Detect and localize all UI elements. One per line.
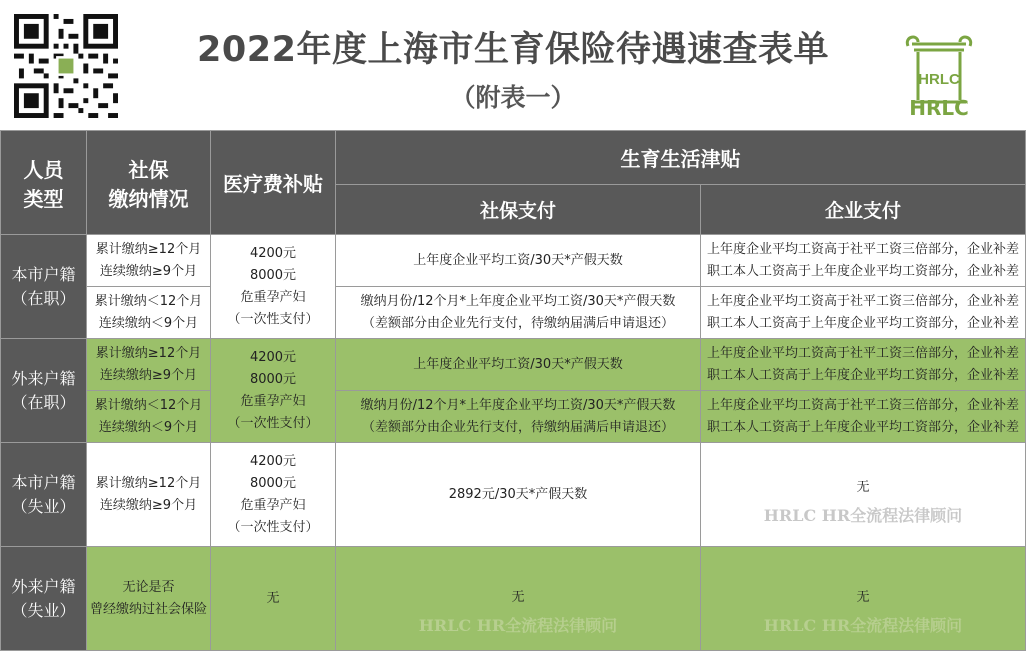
header-row-1 bbox=[1, 131, 1026, 185]
social-condition-cell: 累计缴纳≥12个月 连续缴纳≥9个月 bbox=[87, 235, 211, 287]
header-si-payment: 社保支付 bbox=[336, 185, 701, 235]
si-payment-value: 无 bbox=[511, 589, 525, 605]
table-row bbox=[1, 443, 1026, 547]
corp-payment-cell: 上年度企业平均工资高于社平工资三倍部分，企业补差 职工本人工资高于上年度企业平均工资部分，企业补差 bbox=[701, 339, 1026, 391]
header-maternity-allowance: 生育生活津贴 bbox=[336, 131, 1026, 185]
social-condition-cell: 累计缴纳≥12个月 连续缴纳≥9个月 bbox=[87, 443, 211, 547]
si-payment-cell: 上年度企业平均工资/30天*产假天数 bbox=[336, 235, 701, 287]
table-row bbox=[1, 339, 1026, 391]
medical-subsidy-cell: 无 bbox=[211, 547, 336, 651]
medical-subsidy-cell: 4200元 8000元 危重孕产妇 （一次性支付） bbox=[211, 235, 336, 339]
si-payment-cell bbox=[336, 547, 701, 651]
page-subtitle: （附表一） bbox=[450, 83, 576, 112]
social-condition-cell: 无论是否 曾经缴纳过社会保险 bbox=[87, 547, 211, 651]
table-row bbox=[1, 287, 1026, 339]
si-payment-cell: 上年度企业平均工资/30天*产假天数 bbox=[336, 339, 701, 391]
person-type-cell: 本市户籍 （在职） bbox=[1, 235, 87, 339]
social-condition-cell: 累计缴纳≥12个月 连续缴纳≥9个月 bbox=[87, 339, 211, 391]
person-type-cell: 外来户籍 （在职） bbox=[1, 339, 87, 443]
benefit-table bbox=[0, 130, 1026, 651]
header-person-type: 人员 类型 bbox=[1, 131, 87, 235]
person-type-cell: 本市户籍 （失业） bbox=[1, 443, 87, 547]
page-title: 2022年度上海市生育保险待遇速查表单 bbox=[197, 30, 829, 70]
si-payment-cell: 缴纳月份/12个月*上年度企业平均工资/30天*产假天数 （差额部分由企业先行支付，待缴纳届满后申请退还） bbox=[336, 391, 701, 443]
social-condition-cell: 累计缴纳＜12个月 连续缴纳＜9个月 bbox=[87, 287, 211, 339]
social-condition-cell: 累计缴纳＜12个月 连续缴纳＜9个月 bbox=[87, 391, 211, 443]
table-row bbox=[1, 235, 1026, 287]
corp-payment-cell: 上年度企业平均工资高于社平工资三倍部分，企业补差 职工本人工资高于上年度企业平均工资部分，企业补差 bbox=[701, 391, 1026, 443]
medical-subsidy-cell: 4200元 8000元 危重孕产妇 （一次性支付） bbox=[211, 339, 336, 443]
si-payment-cell: 2892元/30天*产假天数 bbox=[336, 443, 701, 547]
watermark: HRLC HR全流程法律顾问 bbox=[418, 615, 618, 635]
corp-payment-cell bbox=[701, 547, 1026, 651]
header-social-insurance: 社保 缴纳情况 bbox=[87, 131, 211, 235]
page-header bbox=[0, 0, 1026, 130]
header-corp-payment: 企业支付 bbox=[701, 185, 1026, 235]
si-payment-cell: 缴纳月份/12个月*上年度企业平均工资/30天*产假天数 （差额部分由企业先行支付，待缴纳届满后申请退还） bbox=[336, 287, 701, 339]
header-medical-subsidy: 医疗费补贴 bbox=[211, 131, 336, 235]
table-row bbox=[1, 547, 1026, 651]
logo-glyphs: HRLC bbox=[918, 71, 960, 88]
corp-payment-cell: 上年度企业平均工资高于社平工资三倍部分，企业补差 职工本人工资高于上年度企业平均工资部分，企业补差 bbox=[701, 235, 1026, 287]
corp-payment-value: 无 bbox=[856, 479, 870, 495]
logo-text: HRLC bbox=[909, 96, 969, 120]
medical-subsidy-cell: 4200元 8000元 危重孕产妇 （一次性支付） bbox=[211, 443, 336, 547]
person-type-cell: 外来户籍 （失业） bbox=[1, 547, 87, 651]
watermark: HRLC HR全流程法律顾问 bbox=[763, 505, 963, 525]
corp-payment-value: 无 bbox=[856, 589, 870, 605]
corp-payment-cell bbox=[701, 443, 1026, 547]
watermark: HRLC HR全流程法律顾问 bbox=[763, 615, 963, 635]
table-row bbox=[1, 391, 1026, 443]
corp-payment-cell: 上年度企业平均工资高于社平工资三倍部分，企业补差 职工本人工资高于上年度企业平均工资部分，企业补差 bbox=[701, 287, 1026, 339]
